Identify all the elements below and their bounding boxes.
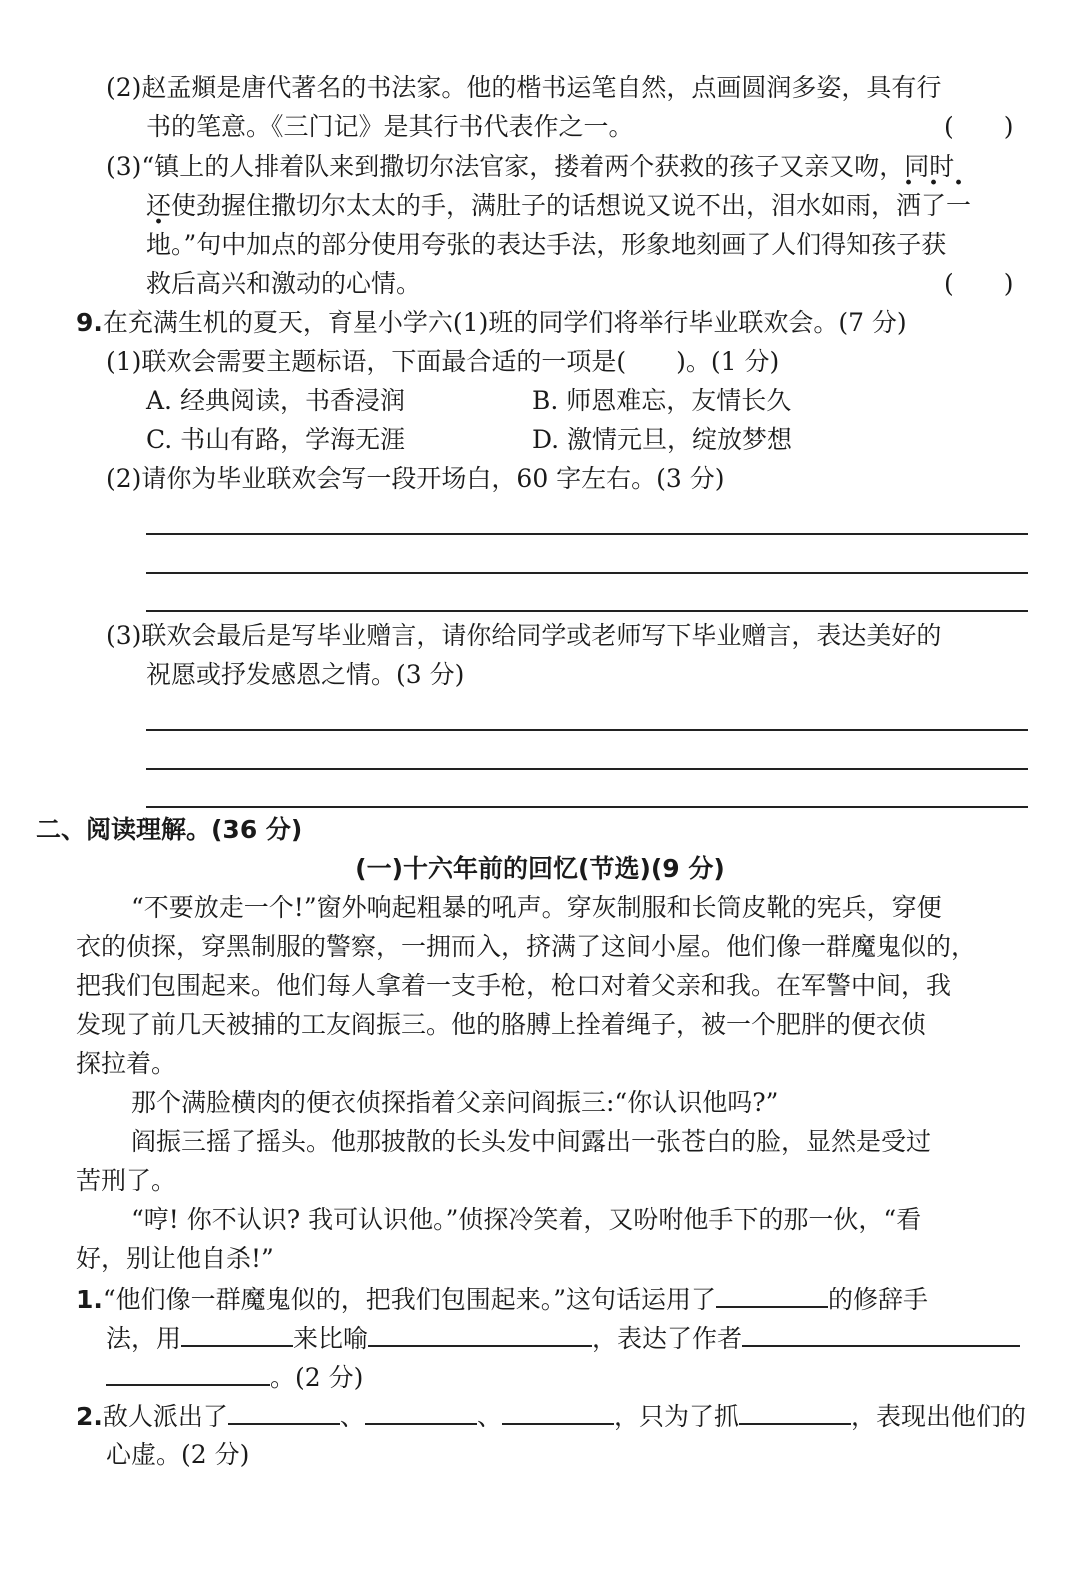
passage-line: 发现了前几天被捕的工友阎振三。他的胳膊上拴着绳子，被一个肥胖的便衣侦	[76, 1010, 927, 1039]
s2-q2-text: ，表现出他们的	[850, 1402, 1026, 1431]
s2-q1-line3	[106, 1360, 363, 1394]
s2-q2-number: 2.	[76, 1402, 103, 1431]
passage-line: 阎振三摇了摇头。他那披散的长头发中间露出一张苍白的脸，显然是受过	[131, 1127, 932, 1156]
answer-line[interactable]	[146, 806, 1028, 808]
q8-item3-line3-text: 。”句中加点的部分使用夸张的表达手法，形象地刻画了人们得知孩子获	[171, 230, 947, 259]
passage-line: 把我们包围起来。他们每人拿着一支手枪，枪口对着父亲和我。在军警中间，我	[76, 971, 952, 1000]
blank-rhetoric-device[interactable]	[716, 1282, 828, 1308]
q8-item3-line4: 救后高兴和激动的心情。	[146, 269, 422, 298]
passage-line: “哼! 你不认识? 我可认识他。”侦探冷笑着，又吩咐他手下的那一伙，“看	[131, 1205, 922, 1234]
q8-item2-line1: (2)赵孟頫是唐代著名的书法家。他的楷书运笔自然，点画圆润多姿，具有行	[106, 73, 942, 102]
q8-item3-answer-paren[interactable]: ( )	[944, 269, 1014, 298]
q8-item3-line2	[146, 189, 971, 223]
answer-line[interactable]	[146, 610, 1028, 612]
s2-q1-text: 。(2 分)	[270, 1363, 364, 1392]
passage-line: 那个满脸横肉的便衣侦探指着父亲问阎振三:“你认识他吗?”	[131, 1088, 779, 1117]
answer-line[interactable]	[146, 729, 1028, 731]
q8-item3-line3	[146, 228, 946, 262]
blank-enemy-3[interactable]	[502, 1399, 614, 1425]
blank-vehicle[interactable]	[181, 1321, 293, 1347]
blank-target[interactable]	[739, 1399, 851, 1425]
blank-enemy-2[interactable]	[365, 1399, 477, 1425]
answer-line[interactable]	[146, 533, 1028, 535]
blank-tenor[interactable]	[368, 1321, 592, 1347]
s2-q1-line1	[76, 1282, 928, 1316]
s2-q2-text: ，只为了抓	[613, 1402, 739, 1431]
q9-sub2: (2)请你为毕业联欢会写一段开场白，60 字左右。(3 分)	[106, 464, 725, 493]
q8-item3-emphasis-2: 地	[146, 230, 172, 259]
q9-sub3-line2: 祝愿或抒发感恩之情。(3 分)	[146, 660, 465, 689]
q9-sub1[interactable]: (1)联欢会需要主题标语，下面最合适的一项是( )。(1 分)	[106, 347, 780, 376]
s2-q1-text: ，表达了作者	[592, 1324, 743, 1353]
passage-line: 苦刑了。	[76, 1166, 177, 1195]
q8-item3-emphasis-1: 洒了一	[896, 191, 972, 220]
s2-q2-text: 敌人派出了	[102, 1402, 228, 1431]
blank-enemy-1[interactable]	[228, 1399, 340, 1425]
passage-line: 衣的侦探，穿黑制服的警察，一拥而入，挤满了这间小屋。他们像一群魔鬼似的，	[76, 932, 977, 961]
blank-author-feeling[interactable]	[742, 1321, 1020, 1347]
q8-item2-answer-paren[interactable]: ( )	[944, 112, 1014, 141]
q8-item2-line2: 书的笔意。《三门记》是其行书代表作之一。	[146, 112, 634, 141]
q9-option-c[interactable]: C. 书山有路，学海无涯	[146, 425, 406, 454]
q9-sub3-line1: (3)联欢会最后是写毕业赠言，请你给同学或老师写下毕业赠言，表达美好的	[106, 621, 942, 650]
s2-q1-text: “他们像一群魔鬼似的，把我们包围起来。”这句话运用了	[102, 1285, 716, 1314]
s2-q2-sep: 、	[339, 1402, 365, 1431]
answer-line[interactable]	[146, 768, 1028, 770]
q9-option-a[interactable]: A. 经典阅读，书香浸润	[146, 386, 405, 415]
s2-q1-number: 1.	[76, 1285, 103, 1314]
q8-item3-line1: (3)“镇上的人排着队来到撒切尔法官家，搂着两个获救的孩子又亲又吻，同时	[106, 152, 955, 181]
blank-author-feeling-cont[interactable]	[106, 1360, 270, 1386]
s2-q2-line2: 心虚。(2 分)	[106, 1440, 250, 1469]
q9-option-d[interactable]: D. 激情元旦，绽放梦想	[532, 425, 793, 454]
s2-q2-line1	[76, 1399, 1026, 1433]
s2-q1-line2	[106, 1321, 1020, 1355]
q9-stem-text: 在充满生机的夏天，育星小学六(1)班的同学们将举行毕业联欢会。(7 分)	[102, 308, 907, 337]
passage-title: (一)十六年前的回忆(节选)(9 分)	[355, 854, 725, 883]
q9-stem	[76, 306, 907, 340]
q9-option-b[interactable]: B. 师恩难忘，友情长久	[532, 386, 792, 415]
q9-number: 9.	[76, 308, 103, 337]
answer-line[interactable]	[146, 572, 1028, 574]
s2-q1-text: 来比喻	[293, 1324, 369, 1353]
s2-q1-text: 的修辞手	[827, 1285, 928, 1314]
passage-line: “不要放走一个!”窗外响起粗暴的吼声。穿灰制服和长筒皮靴的宪兵，穿便	[131, 893, 942, 922]
s2-q1-text: 法，用	[106, 1324, 182, 1353]
s2-q2-sep: 、	[476, 1402, 502, 1431]
q8-item3-line2-text: 还使劲握住撒切尔太太的手，满肚子的话想说又说不出，泪水如雨，	[146, 191, 897, 220]
passage-line: 探拉着。	[76, 1049, 177, 1078]
passage-line: 好，别让他自杀!”	[76, 1244, 274, 1273]
section-heading: 二、阅读理解。(36 分)	[36, 815, 303, 844]
